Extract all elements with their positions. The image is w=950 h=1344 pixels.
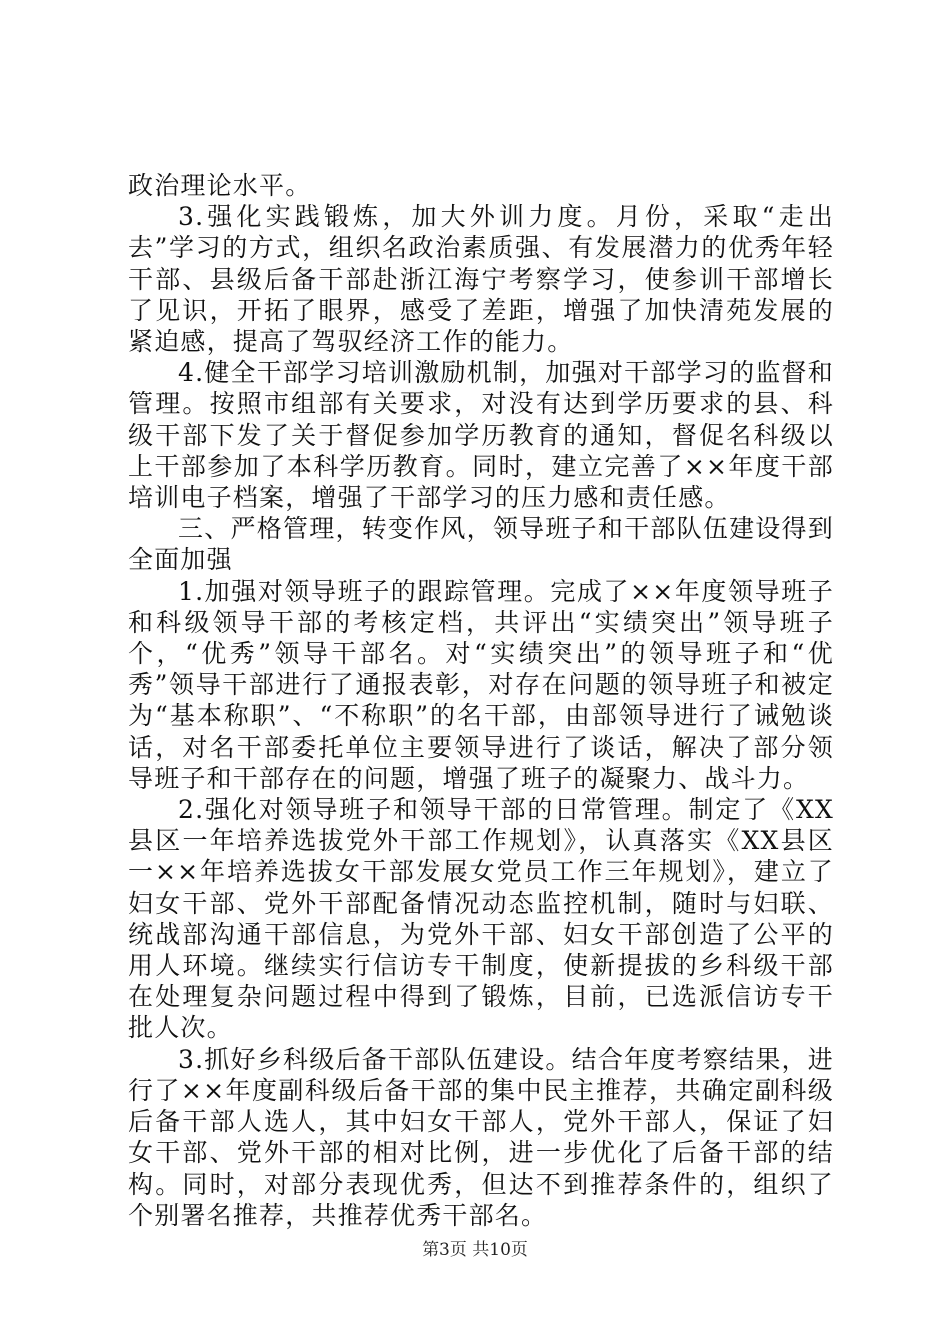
paragraph-item-2-daily-management: 2.强化对领导班子和领导干部的日常管理。制定了《XX县区一年培养选拔党外干部工作规划》，认真落实《XX县区一××年培养选拔女干部发展女党员工作三年规划》，建立了妇女干部、党外干部配备情况动态监控机制，随时与妇联、统战部沟通干部信息，为党外干部、妇女干部创造了公平的用人环境。继续实行信访专干制度，使新提拔的乡科级干部在处理复杂问题过程中得到了锻炼，目前，已选派信访专干批人次。 bbox=[128, 795, 834, 1043]
paragraph-continuation: 政治理论水平。 bbox=[128, 171, 312, 200]
paragraph-item-4-incentive: 4.健全干部学习培训激励机制，加强对干部学习的监督和管理。按照市组部有关要求，对没有达到学历要求的县、科级干部下发了关于督促参加学历教育的通知，督促名科级以上干部参加了本科学历教育。同时，建立完善了××年度干部培训电子档案，增强了干部学习的压力感和责任感。 bbox=[128, 358, 834, 513]
paragraph-item-3-practice: 3.强化实践锻炼，加大外训力度。月份，采取“走出去”学习的方式，组织名政治素质强、有发展潜力的优秀年轻干部、县级后备干部赴浙江海宁考察学习，使参训干部增长了见识，开拓了眼界，感受了差距，增强了加快清苑发展的紧迫感，提高了驾驭经济工作的能力。 bbox=[128, 202, 834, 357]
paragraph-item-3-reserve-cadres: 3.抓好乡科级后备干部队伍建设。结合年度考察结果，进行了××年度副科级后备干部的集中民主推荐，共确定副科级后备干部人选人，其中妇女干部人，党外干部人，保证了妇女干部、党外干部的相对比例，进一步优化了后备干部的结构。同时，对部分表现优秀，但达不到推荐条件的，组织了个别署名推荐，共推荐优秀干部名。 bbox=[128, 1044, 834, 1230]
document-body bbox=[128, 170, 834, 1231]
paragraph-item-1-tracking: 1.加强对领导班子的跟踪管理。完成了××年度领导班子和科级领导干部的考核定档，共评出“实绩突出”领导班子个，“优秀”领导干部名。对“实绩突出”的领导班子和“优秀”领导干部进行了通报表彰，对存在问题的领导班子和被定为“基本称职”、“不称职”的名干部，由部领导进行了诫勉谈话，对名干部委托单位主要领导进行了谈话，解决了部分领导班子和干部存在的问题，增强了班子的凝聚力、战斗力。 bbox=[128, 576, 834, 793]
section-heading-three: 三、严格管理，转变作风，领导班子和干部队伍建设得到全面加强 bbox=[128, 514, 834, 575]
page-number-footer: 第3页 共10页 bbox=[422, 1240, 528, 1260]
